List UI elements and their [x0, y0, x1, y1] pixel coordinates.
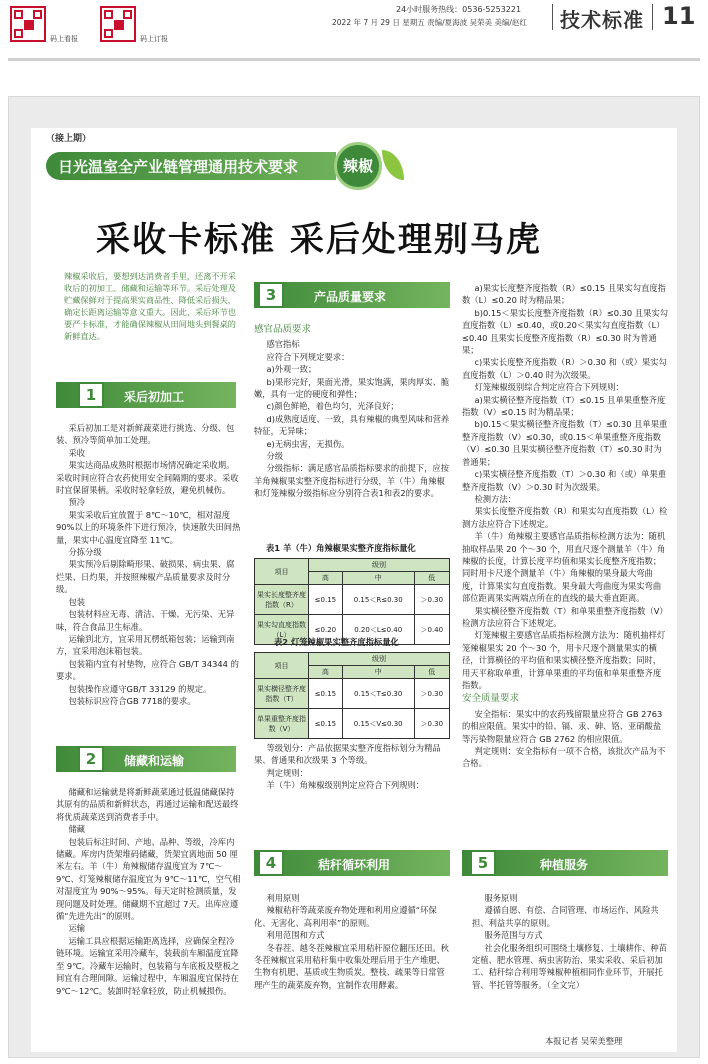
safety-title: 安全质量要求	[462, 693, 520, 705]
section-4-number: 4	[258, 850, 284, 876]
section-2-number: 2	[78, 746, 104, 772]
table-2-title: 表2 灯笼辣椒果实整齐度指标量化	[274, 637, 399, 647]
pepper-badge: 辣椒	[334, 142, 382, 190]
table-1-title: 表1 羊（牛）角辣椒果实整齐度指标量化	[266, 543, 416, 553]
section-3-grading: 等级划分：产品依据果实整齐度指标划分为精品果、普通果和次级果 3 个等级。 判定规则： 羊（牛）角辣椒级别判定应符合下列规则：	[254, 743, 441, 791]
section-3-body: 感官品质要求 感官指标 应符合下列规定要求： a)外观一致； b)果形完好，果面光滑，果实饱满，果肉厚实、脆嫩，具有一定的硬度和弹性； c)颜色鲜艳，着色均匀，光泽良好； d)成熟度适度、一致，具有辣椒的典型风味和营养特征，无异味； e)无病虫害，无损伤。 分级 分级指标：满足感官品质指标要求的前提下，应按羊角辣椒果实整齐度指标进行分级，羊（牛）角辣椒和灯笼辣椒分级指标应分别符合表1和表2的要求。	[254, 324, 450, 499]
table-header: 级别	[309, 653, 450, 666]
section-4-body: 利用原则 辣椒秸秆等蔬菜废弃物处理和利用应遵循“环保化、无害化、高利用率”的原则。 利用范围和方式 冬春茬、越冬茬辣椒宜采用秸秆原位翻压还田。秋冬茬辣椒宜采用秸秆集中收集处理后用于生产堆肥、生物有机肥、基质或生物质炭。整枝、疏果等日常管理产生的蔬菜废弃物，宜制作农用酵素。	[254, 893, 449, 990]
hotline: 24小时服务热线：0536-5253221	[396, 5, 522, 14]
qr-label-subscribe: 码上订报	[140, 35, 168, 43]
section-1-number: 1	[78, 382, 104, 408]
table-header: 中	[342, 572, 414, 585]
date-line: 2022 年 7 月 29 日 星期五 责编/夏海波 吴荣美 美编/赵红	[332, 18, 527, 27]
header-divider	[652, 4, 653, 30]
table-1	[254, 558, 450, 645]
section-1-body: 采后初加工是对新鲜蔬菜进行挑选、分级、包装、预冷等简单加工处理。 采收 果实达商品成熟时根据市场情况确定采收期。采收时间应符合农药使用安全间隔期的要求。采收时宜保留果柄。采收时轻拿轻放，避免机械伤。 预冷 果实采收后宜放置于 8℃～10℃，相对湿度 90%以上的环境条件下进行预冷，快速散失田间热量，果实中心温度宜降至 11℃。 分拣分级 果实预冷后剔除畸形果、破损果、病虫果、腐烂果、日灼果，并按照辣椒产品质量要求及时分级。 包装 包装材料应无毒、清洁、干燥、无污染、无异味，符合食品卫生标准。 运输到北方，宜采用瓦楞纸箱包装；运输到南方，宜采用泡沫箱包装。 包装箱内宜有衬垫物，应符合 GB/T 34344 的要求。 包装操作应遵守GB/T 33129 的规定。 包装标识应符合GB 7718的要求。	[56, 423, 241, 706]
table-header: 级别	[309, 559, 450, 572]
section-4-title: 秸秆循环利用	[318, 858, 391, 872]
header-divider	[552, 4, 553, 30]
table-row: 单果重整齐度指数（V） ≤0.15 0.15＜V≤0.30 ＞0.30	[255, 709, 450, 739]
continued-label: （接上期）	[46, 134, 92, 144]
column-3-body: a)果实长度整齐度指数（R）≤0.15 且果实勾直度指数（L）≤0.20 时为精品果； b)0.15＜果实长度整齐度指数（R）≤0.30 且果实勾直度指数（L）≤0.40，或0.20＜果实勾直度指数（L）≤0.40 且果实长度整齐度指数（R）≤0.30 时为普通果； c)果实长度整齐度指数（R）＞0.30 和（或）果实勾直度指数（L）＞0.40 时为次级果。 灯笼辣椒级别综合判定应符合下列规则： a)果实横径整齐度指数（T）≤0.15 且单果重整齐度指数（V）≤0.15 时为精品果； b)0.15＜果实横径整齐度指数（T）≤0.30 且单果重整齐度指数（V）≤0.30，或0.15＜单果重整齐度指数（V）≤0.30 且果实横径整齐度指数（T）≤0.30 时为普通果； c)果实横径整齐度指数（T）＞0.30 和（或）单果重整齐度指数（V）＞0.30 时为次级果。 检测方法： 果实长度整齐度指数（R）和果实勾直度指数（L）检测方法应符合下述规定。 羊（牛）角辣椒主要感官品质指标检测方法为：随机抽取样品果 20 个～30 个，用直尺逐个测量羊（牛）角辣椒的长度，计算长度平均值和果实长度整齐度指数；同时用卡尺逐个测量羊（牛）角辣椒的果身最大弯曲度，计算果实勾直度指数。果身最大弯曲度为果实弯曲部位距离果实两端点所在的直线的最大垂直距离。 果实横径整齐度指数（T）和单果重整齐度指数（V）检测方法应符合下述规定。 灯笼辣椒主要感官品质指标检测方法为：随机抽样灯笼辣椒果实 20 个～30 个，用卡尺逐个测量果实的横径，计算横径的平均值和果实横径整齐度指数；同时，用天平称取单重，计算单果重的平均值和单果重整齐度指数。 安全质量要求 安全指标：果实中的农药残留限量应符合 GB 2763 的相应限值。果实中的铅、镉、汞、砷、铬、亚硝酸盐等污染物限量应符合 GB 2762 的相应限值。 判定规则：安全指标有一项不合格，该批次产品为不合格。	[462, 283, 668, 769]
table-row: 果实勾直度指数（L） ≤0.20 0.20＜L≤0.40 ＞0.40	[255, 615, 450, 645]
header-rule	[8, 58, 700, 61]
masthead	[0, 0, 708, 62]
table-header: 低	[414, 666, 449, 679]
table-header: 高	[309, 666, 343, 679]
section-5-number: 5	[470, 850, 496, 876]
table-row: 果实横径整齐度指数（T） ≤0.15 0.15＜T≤0.30 ＞0.30	[255, 679, 450, 709]
table-header: 中	[342, 666, 414, 679]
table-header: 高	[309, 572, 343, 585]
section-1-title: 采后初加工	[124, 390, 185, 404]
section-3-title: 产品质量要求	[314, 290, 387, 304]
table-header: 项目	[255, 559, 309, 585]
table-header: 项目	[255, 653, 309, 679]
section-2-body: 储藏和运输就是将新鲜蔬菜通过低温储藏保持其原有的品质和新鲜状态，再通过运输和配送最终将优质蔬菜送到消费者手中。 储藏 包装后标注时间、产地、品种、等级，冷库内储藏。库房内货架堆码储藏，货架宜离地面 50 厘米左右。羊（牛）角辣椒储存温度宜为 7℃～9℃、灯笼辣椒储存温度宜为 9℃～11℃，空气相对湿度宜为 90%～95%。每天定时检测质量，发现问题及时处理。储藏期不宜超过 7天。出库应遵循“先进先出”的原则。 运输 运输工具应根据运输距离选择，应确保全程冷链环境。运输宜采用冷藏车，装载前车厢温度宜降至 9℃。冷藏车运输时，包装箱与车底板及壁板之间宜有合理间隙。运输过程中，车厢温度宜保持在 9℃～12℃。装卸时轻拿轻放，防止机械损伤。	[56, 787, 241, 996]
section-5-title: 种植服务	[540, 858, 589, 872]
section-title: 技术标准	[560, 8, 644, 32]
page-number: 11	[662, 2, 696, 30]
section-3-number: 3	[258, 282, 284, 308]
qr-label-read: 码上看报	[50, 35, 78, 43]
intro-paragraph: 辣椒采收后，要想到达消费者手里，还离不开采收后的初加工、储藏和运输等环节。采后处理及贮藏保鲜对于提高果实商品性、降低采后损失，确定长距离运输等意义重大。因此，采后环节也要严卡标准，才能确保辣椒从田间地头到餐桌的新鲜直达。	[64, 271, 236, 341]
section-2-title: 储藏和运输	[124, 754, 185, 768]
table-row: 果实长度整齐度指数（R） ≤0.15 0.15＜R≤0.30 ＞0.30	[255, 585, 450, 615]
qr-code-read[interactable]	[10, 6, 46, 42]
section-5-body: 服务原则 遵循自愿、有偿、合同管理、市场运作、风险共担、利益共享的原则。 服务范围与方式 社会化服务组织可围绕土壤修复、土壤耕作、种苗定植、肥水管理、病虫害防治、果实采收、采后初加工、秸秆综合利用等辣椒种植相同作业环节，开展托管、半托管等服务。（全文完）	[472, 893, 667, 990]
byline: 本报记者 吴荣美整理	[545, 1036, 623, 1046]
headline: 采收卡标准 采后处理别马虎	[96, 220, 542, 260]
series-banner-text: 日光温室全产业链管理通用技术要求	[58, 158, 299, 176]
table-2	[254, 652, 450, 739]
table-header: 低	[414, 572, 449, 585]
qr-code-subscribe[interactable]	[100, 6, 136, 42]
